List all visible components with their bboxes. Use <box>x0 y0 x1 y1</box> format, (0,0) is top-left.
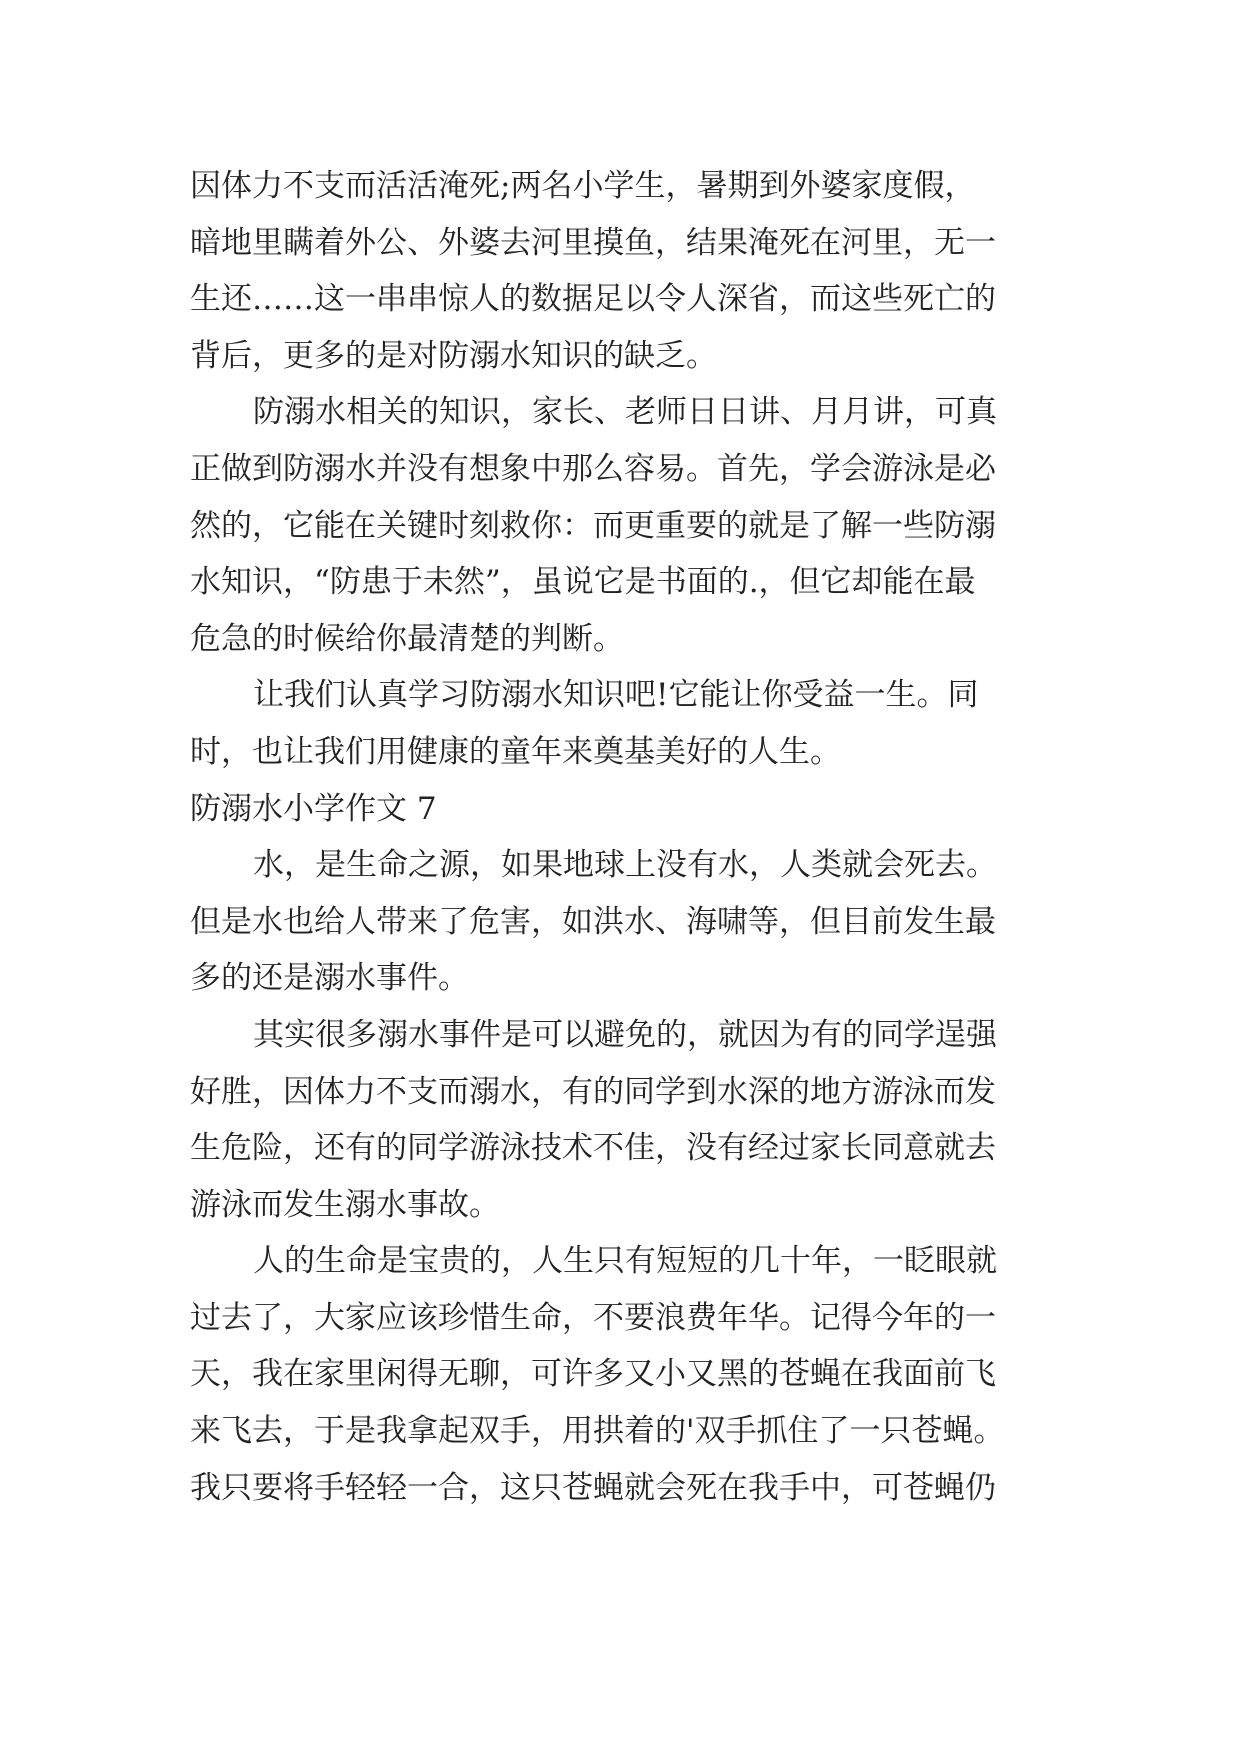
text-line: 好胜，因体力不支而溺水，有的同学到水深的地方游泳而发 <box>190 1073 996 1110</box>
text-line: 正做到防溺水并没有想象中那么容易。首先，学会游泳是必 <box>190 450 996 487</box>
text-line: 水知识，“防患于未然”，虽说它是书面的.，但它却能在最 <box>190 564 976 601</box>
text-line: 天，我在家里闲得无聊，可许多又小又黑的苍蝇在我面前飞 <box>190 1356 996 1393</box>
text-line: 生还……这一串串惊人的数据足以令人深省，而这些死亡的 <box>190 281 996 318</box>
text-line: 背后，更多的是对防溺水知识的缺乏。 <box>190 337 717 374</box>
text-line: 来飞去，于是我拿起双手，用拱着的'双手抓住了一只苍蝇。 <box>190 1413 1005 1450</box>
text-line: 我只要将手轻轻一合，这只苍蝇就会死在我手中，可苍蝇仍 <box>190 1469 996 1506</box>
essay-body <box>190 158 1060 1516</box>
text-line: 生危险，还有的同学游泳技术不佳，没有经过家长同意就去 <box>190 1130 996 1167</box>
text-line: 其实很多溺水事件是可以避免的，就因为有的同学逞强 <box>253 1016 997 1053</box>
text-line: 多的还是溺水事件。 <box>190 960 469 997</box>
section-heading: 防溺水小学作文 7 <box>190 790 437 827</box>
text-line: 暗地里瞒着外公、外婆去河里摸鱼，结果淹死在河里，无一 <box>190 224 996 261</box>
text-line: 然的，它能在关键时刻救你：而更重要的就是了解一些防溺 <box>190 507 996 544</box>
text-line: 防溺水相关的知识，家长、老师日日讲、月月讲，可真 <box>253 394 997 431</box>
text-line: 人的生命是宝贵的，人生只有短短的几十年，一眨眼就 <box>253 1243 997 1280</box>
text-line: 游泳而发生溺水事故。 <box>190 1186 500 1223</box>
text-line: 过去了，大家应该珍惜生命，不要浪费年华。记得今年的一 <box>190 1299 996 1336</box>
text-line: 但是水也给人带来了危害，如洪水、海啸等，但目前发生最 <box>190 903 996 940</box>
text-line: 水，是生命之源，如果地球上没有水，人类就会死去。 <box>253 847 997 884</box>
text-line: 时，也让我们用健康的童年来奠基美好的人生。 <box>190 733 841 770</box>
text-line: 让我们认真学习防溺水知识吧!它能让你受益一生。同 <box>253 677 979 714</box>
text-line: 危急的时候给你最清楚的判断。 <box>190 620 624 657</box>
text-line: 因体力不支而活活淹死;两名小学生，暑期到外婆家度假， <box>190 168 976 204</box>
